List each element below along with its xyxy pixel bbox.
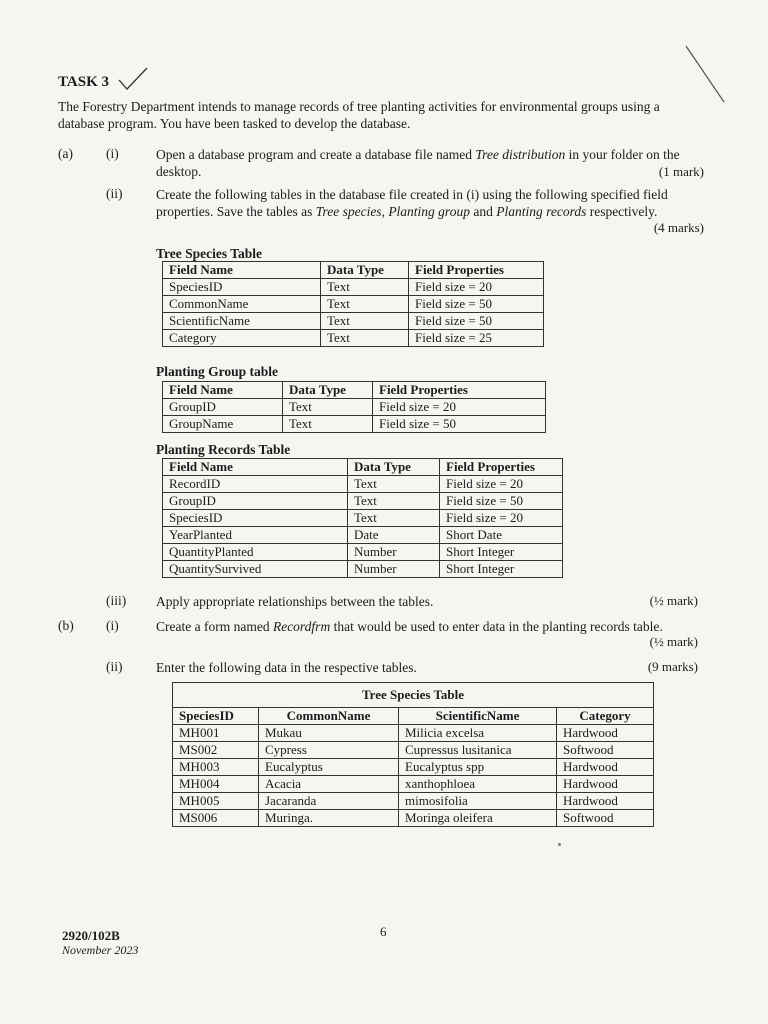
task-title: TASK 3 <box>58 74 109 90</box>
table-cell: MH005 <box>173 793 259 810</box>
table-row <box>173 776 654 793</box>
part-a-iii-label: (iii) <box>106 593 127 608</box>
file-name-emphasis: Tree distribution <box>475 147 566 162</box>
table-cell: QuantitySurvived <box>163 561 348 578</box>
table-cell: RecordID <box>163 476 348 493</box>
part-b-label: (b) <box>58 618 74 633</box>
table-cell: Number <box>348 544 440 561</box>
part-a-iii-marks: (½ mark) <box>649 593 698 608</box>
part-a-label: (a) <box>58 146 73 161</box>
table-cell: Text <box>321 313 409 330</box>
table-row <box>163 493 563 510</box>
table-cell: Short Integer <box>440 561 563 578</box>
table-caption: Tree Species Table <box>173 683 654 708</box>
table-cell: Text <box>283 416 373 433</box>
table-row <box>173 810 654 827</box>
species-def-caption: Tree Species Table <box>156 246 263 261</box>
table-cell: MH003 <box>173 759 259 776</box>
column-header: Data Type <box>321 262 409 279</box>
table-name-emphasis: Planting group <box>388 204 470 219</box>
table-header-row <box>163 459 563 476</box>
part-b-ii-marks: (9 marks) <box>647 659 698 674</box>
records-def-table <box>162 458 563 578</box>
table-row <box>173 725 654 742</box>
table-cell: xanthophloea <box>399 776 557 793</box>
group-def-table <box>162 381 546 433</box>
table-cell: Text <box>348 510 440 527</box>
table-cell: GroupID <box>163 493 348 510</box>
part-a-ii-marks: (4 marks) <box>653 220 704 235</box>
column-header: Field Properties <box>373 382 546 399</box>
table-cell: Field size = 20 <box>409 279 544 296</box>
paper-code: 2920/102B <box>62 928 120 943</box>
text-run: Create the following tables in the database file created in (i) using the following specified field properties. Save the tables as <box>156 187 668 219</box>
table-cell: Softwood <box>557 742 654 759</box>
table-row <box>163 330 544 347</box>
table-cell: MH004 <box>173 776 259 793</box>
form-name-emphasis: Recordfrm <box>272 619 331 634</box>
part-a-i-label: (i) <box>106 146 119 161</box>
table-cell: Category <box>163 330 321 347</box>
table-row <box>163 296 544 313</box>
table-cell: Hardwood <box>557 793 654 810</box>
table-cell: Eucalyptus <box>259 759 399 776</box>
stray-dot <box>558 843 561 846</box>
column-header: CommonName <box>259 708 399 725</box>
table-cell: Field size = 50 <box>373 416 546 433</box>
species-def-table <box>162 261 544 347</box>
table-caption-row <box>173 683 654 708</box>
text-run: Create a form named <box>156 619 273 634</box>
table-row <box>163 544 563 561</box>
part-a-i-marks: (1 mark) <box>658 164 704 179</box>
column-header: Data Type <box>348 459 440 476</box>
table-cell: YearPlanted <box>163 527 348 544</box>
table-name-emphasis: Tree species <box>315 204 382 219</box>
table-cell: Date <box>348 527 440 544</box>
table-row <box>173 793 654 810</box>
table-cell: SpeciesID <box>163 279 321 296</box>
table-cell: Muringa. <box>259 810 399 827</box>
table-cell: Field size = 50 <box>440 493 563 510</box>
table-cell: MS006 <box>173 810 259 827</box>
text-run: , <box>381 204 389 219</box>
text-run: respectively. <box>586 204 658 219</box>
records-def-caption: Planting Records Table <box>156 442 291 457</box>
part-b-i-text <box>156 618 701 635</box>
page-number: 6 <box>380 924 387 939</box>
table-row <box>163 510 563 527</box>
table-cell: Field size = 20 <box>373 399 546 416</box>
check-mark-icon <box>116 66 150 92</box>
table-cell: ScientificName <box>163 313 321 330</box>
table-cell: SpeciesID <box>163 510 348 527</box>
table-name-emphasis: Planting records <box>496 204 587 219</box>
table-row <box>173 742 654 759</box>
table-row <box>163 527 563 544</box>
table-cell: Jacaranda <box>259 793 399 810</box>
species-data-table <box>172 682 654 827</box>
table-cell: Eucalyptus spp <box>399 759 557 776</box>
column-header: Field Name <box>163 382 283 399</box>
table-cell: Text <box>348 493 440 510</box>
part-b-i-label: (i) <box>106 618 119 633</box>
table-cell: Acacia <box>259 776 399 793</box>
table-cell: Text <box>283 399 373 416</box>
table-cell: Text <box>321 279 409 296</box>
text-run: in your folder on the desktop. <box>156 147 680 179</box>
table-cell: Moringa oleifera <box>399 810 557 827</box>
table-row <box>163 313 544 330</box>
table-row <box>163 279 544 296</box>
table-row <box>163 416 546 433</box>
table-header-row <box>163 262 544 279</box>
column-header: Field Name <box>163 459 348 476</box>
table-cell: mimosifolia <box>399 793 557 810</box>
part-a-ii-label: (ii) <box>106 186 123 201</box>
table-cell: Mukau <box>259 725 399 742</box>
column-header: Field Properties <box>409 262 544 279</box>
table-row <box>163 476 563 493</box>
table-cell: Hardwood <box>557 725 654 742</box>
table-row <box>163 399 546 416</box>
column-header: Category <box>557 708 654 725</box>
table-cell: Field size = 20 <box>440 476 563 493</box>
table-cell: Cypress <box>259 742 399 759</box>
table-cell: CommonName <box>163 296 321 313</box>
table-cell: Field size = 50 <box>409 313 544 330</box>
table-cell: Hardwood <box>557 759 654 776</box>
group-def-caption: Planting Group table <box>156 364 279 379</box>
part-b-ii-text: Enter the following data in the respective tables. <box>156 660 417 675</box>
part-b-ii-label: (ii) <box>106 659 123 674</box>
table-row <box>173 759 654 776</box>
column-header: SpeciesID <box>173 708 259 725</box>
table-cell: Short Date <box>440 527 563 544</box>
part-b-i-marks: (½ mark) <box>649 634 698 649</box>
table-header-row <box>163 382 546 399</box>
table-cell: GroupName <box>163 416 283 433</box>
table-cell: Text <box>348 476 440 493</box>
table-cell: Cupressus lusitanica <box>399 742 557 759</box>
text-run: that would be used to enter data in the planting records table. <box>330 619 663 634</box>
table-header-row <box>173 708 654 725</box>
table-cell: Milicia excelsa <box>399 725 557 742</box>
table-cell: Number <box>348 561 440 578</box>
table-cell: Text <box>321 330 409 347</box>
task-intro: The Forestry Department intends to manage records of tree planting activities for environmental groups using a database program. You have been tasked to develop the database. <box>58 99 660 131</box>
table-cell: Field size = 50 <box>409 296 544 313</box>
text-run: Open a database program and create a database file named <box>156 147 476 162</box>
table-cell: Text <box>321 296 409 313</box>
text-run: and <box>469 204 497 219</box>
part-a-ii-text <box>156 186 701 220</box>
table-cell: Softwood <box>557 810 654 827</box>
table-row <box>163 561 563 578</box>
table-cell: Field size = 25 <box>409 330 544 347</box>
table-cell: QuantityPlanted <box>163 544 348 561</box>
table-cell: Hardwood <box>557 776 654 793</box>
table-cell: Field size = 20 <box>440 510 563 527</box>
column-header: Field Name <box>163 262 321 279</box>
table-cell: Short Integer <box>440 544 563 561</box>
table-cell: GroupID <box>163 399 283 416</box>
table-cell: MH001 <box>173 725 259 742</box>
paper-date: November 2023 <box>62 943 139 957</box>
part-a-iii-text: Apply appropriate relationships between the tables. <box>156 594 434 609</box>
column-header: Field Properties <box>440 459 563 476</box>
table-cell: MS002 <box>173 742 259 759</box>
column-header: ScientificName <box>399 708 557 725</box>
column-header: Data Type <box>283 382 373 399</box>
